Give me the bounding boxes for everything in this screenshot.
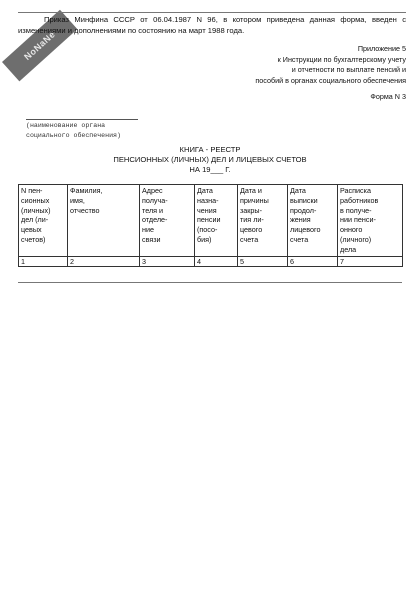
column-header-text: Фамилия, имя, отчество — [70, 186, 103, 215]
column-header-text: Адрес получа- теля и отделе- ние связи — [142, 186, 168, 244]
column-header — [140, 185, 195, 257]
title-line: НА 19___ Г. — [189, 165, 231, 174]
register-table — [18, 184, 403, 267]
intro-note: Приказ Минфина СССР от 06.04.1987 N 96, в котором приведена данная форма, введен с изменениями и дополнениями по состоянию на март 1988 года. — [18, 15, 406, 35]
column-header-text: Дата выписки продол- жения лицевого счета — [290, 186, 321, 244]
column-number: 2 — [68, 256, 140, 267]
title-line: ПЕНСИОННЫХ (ЛИЧНЫХ) ДЕЛ И ЛИЦЕВЫХ СЧЕТОВ — [113, 155, 307, 164]
column-number: 5 — [238, 256, 288, 267]
title-line: КНИГА - РЕЕСТР — [179, 145, 241, 154]
bottom-divider — [18, 282, 402, 283]
appendix-line: к Инструкции по бухгалтерскому учету — [277, 54, 406, 64]
column-number: 3 — [140, 256, 195, 267]
column-number: 1 — [19, 256, 68, 267]
watermark-text: NoNaNe — [22, 29, 58, 63]
org-underline — [26, 119, 138, 120]
top-divider — [18, 12, 406, 13]
column-number: 4 — [195, 256, 238, 267]
column-number-row — [19, 256, 403, 267]
column-header-text: N пен- сионных (личных) дел (ли- цевых счетов) — [21, 186, 51, 244]
org-caption-line: (наименование органа — [26, 122, 106, 129]
column-header — [338, 185, 403, 257]
appendix-block — [186, 44, 406, 86]
column-header-text: Дата назна- чения пенсии (посо- бия) — [197, 186, 221, 244]
form-number: Форма N 3 — [370, 92, 406, 101]
register-title — [0, 145, 420, 175]
column-header — [19, 185, 68, 257]
column-header — [195, 185, 238, 257]
column-header-text: Дата и причины закры- тия ли- цевого счета — [240, 186, 269, 244]
column-number: 7 — [338, 256, 403, 267]
appendix-line: и отчетности по выплате пенсий и — [291, 65, 406, 74]
header-row — [19, 185, 403, 257]
column-header — [68, 185, 140, 257]
column-header — [238, 185, 288, 257]
org-caption-line: социального обеспечения) — [26, 131, 121, 139]
column-header-text: Расписка работников в получе- нии пенси- онного (личного) дела — [340, 186, 379, 254]
org-caption — [26, 121, 121, 140]
column-header — [288, 185, 338, 257]
column-number: 6 — [288, 256, 338, 267]
appendix-line: Приложение 5 — [357, 44, 406, 53]
appendix-line: пособий в органах социального обеспечения — [255, 75, 406, 85]
